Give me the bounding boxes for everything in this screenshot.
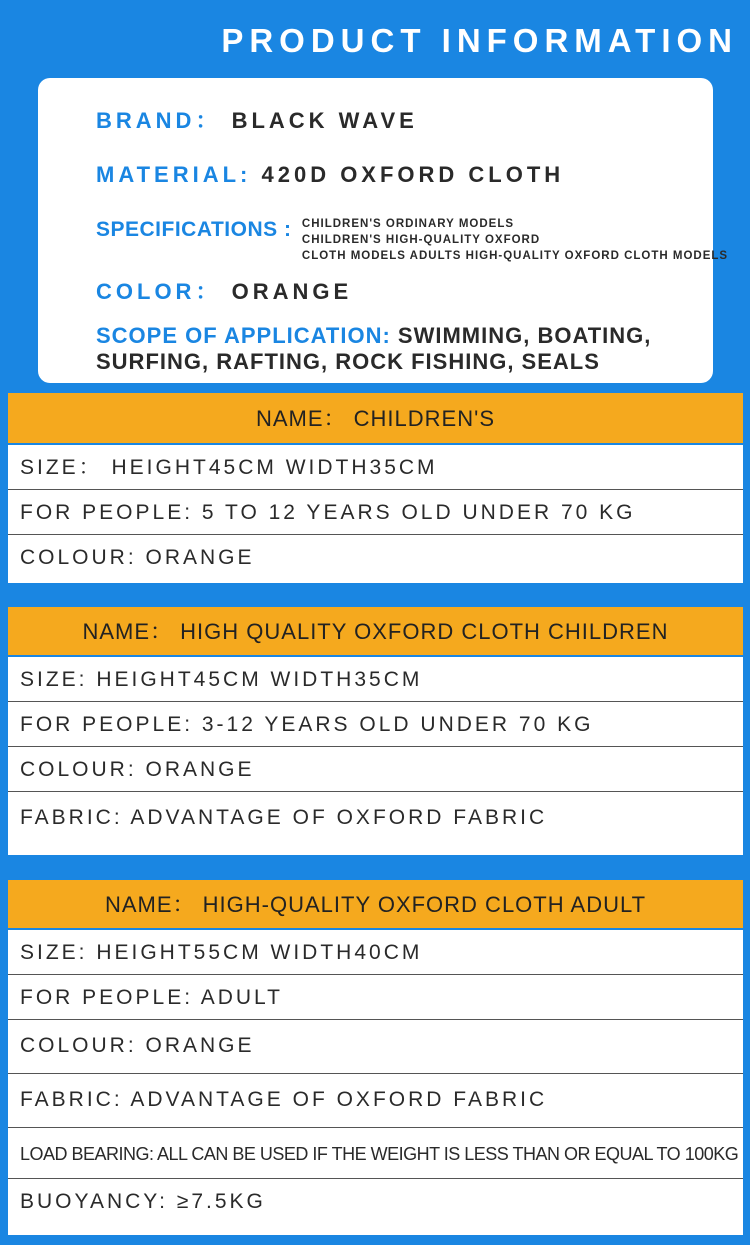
for-people-row: FOR PEOPLE: ADULT [8, 975, 743, 1020]
high-quality-adult-panel [8, 880, 743, 1235]
fabric-row: FABRIC: ADVANTAGE OF OXFORD FABRIC [20, 806, 548, 829]
material-value: 420D OXFORD CLOTH [261, 162, 565, 187]
product-info-card [38, 78, 729, 383]
specifications-label: SPECIFICATIONS : [96, 218, 292, 241]
colour-row: COLOUR: ORANGE [8, 747, 743, 792]
scope-value: SWIMMING, BOATING, [397, 323, 652, 348]
high-quality-children-panel [8, 607, 743, 855]
for-people-row: FOR PEOPLE: 3-12 YEARS OLD UNDER 70 KG [8, 702, 743, 747]
buoyancy-row: BUOYANCY: ≥7.5KG [20, 1190, 266, 1213]
specifications-line: CHILDREN'S HIGH-QUALITY OXFORD [301, 234, 541, 246]
panel-name-header: NAME： HIGH QUALITY OXFORD CLOTH CHILDREN [8, 607, 743, 657]
scope-label: SCOPE OF APPLICATION: [96, 323, 391, 348]
for-people-row: FOR PEOPLE: 5 TO 12 YEARS OLD UNDER 70 KG [8, 490, 743, 535]
material-row [96, 162, 564, 188]
specifications-row [96, 216, 728, 264]
specifications-line: CHILDREN'S ORDINARY MODELS [301, 218, 515, 230]
scope-row [96, 323, 651, 375]
colour-row: COLOUR: ORANGE [20, 546, 255, 569]
colour-row: COLOUR: ORANGE [8, 1020, 743, 1074]
scope-value-continued: SURFING, RAFTING, ROCK FISHING, SEALS [96, 349, 600, 374]
fabric-row: FABRIC: ADVANTAGE OF OXFORD FABRIC [8, 1074, 743, 1128]
color-label: COLOR： [96, 279, 222, 304]
size-row: SIZE: HEIGHT55CM WIDTH40CM [8, 930, 743, 975]
material-label: MATERIAL: [96, 162, 252, 187]
load-bearing-row: LOAD BEARING: ALL CAN BE USED IF THE WEIGHT IS LESS THAN OR EQUAL TO 100KG [8, 1128, 743, 1179]
specifications-value [302, 216, 728, 264]
panel-name-header: NAME： HIGH-QUALITY OXFORD CLOTH ADULT [8, 880, 743, 930]
color-row [96, 275, 352, 306]
brand-label: BRAND： [96, 108, 222, 133]
brand-value: BLACK WAVE [231, 108, 418, 133]
panel-name-header: NAME： CHILDREN'S [8, 393, 743, 445]
color-value: ORANGE [231, 279, 353, 304]
specifications-line: CLOTH MODELS ADULTS HIGH-QUALITY OXFORD CLOTH MODELS [301, 250, 729, 262]
childrens-model-panel [8, 393, 743, 583]
size-row: SIZE: HEIGHT45CM WIDTH35CM [8, 657, 743, 702]
brand-row [96, 104, 418, 135]
size-row: SIZE： HEIGHT45CM WIDTH35CM [8, 445, 743, 490]
page-title: PRODUCT INFORMATION [221, 22, 738, 59]
